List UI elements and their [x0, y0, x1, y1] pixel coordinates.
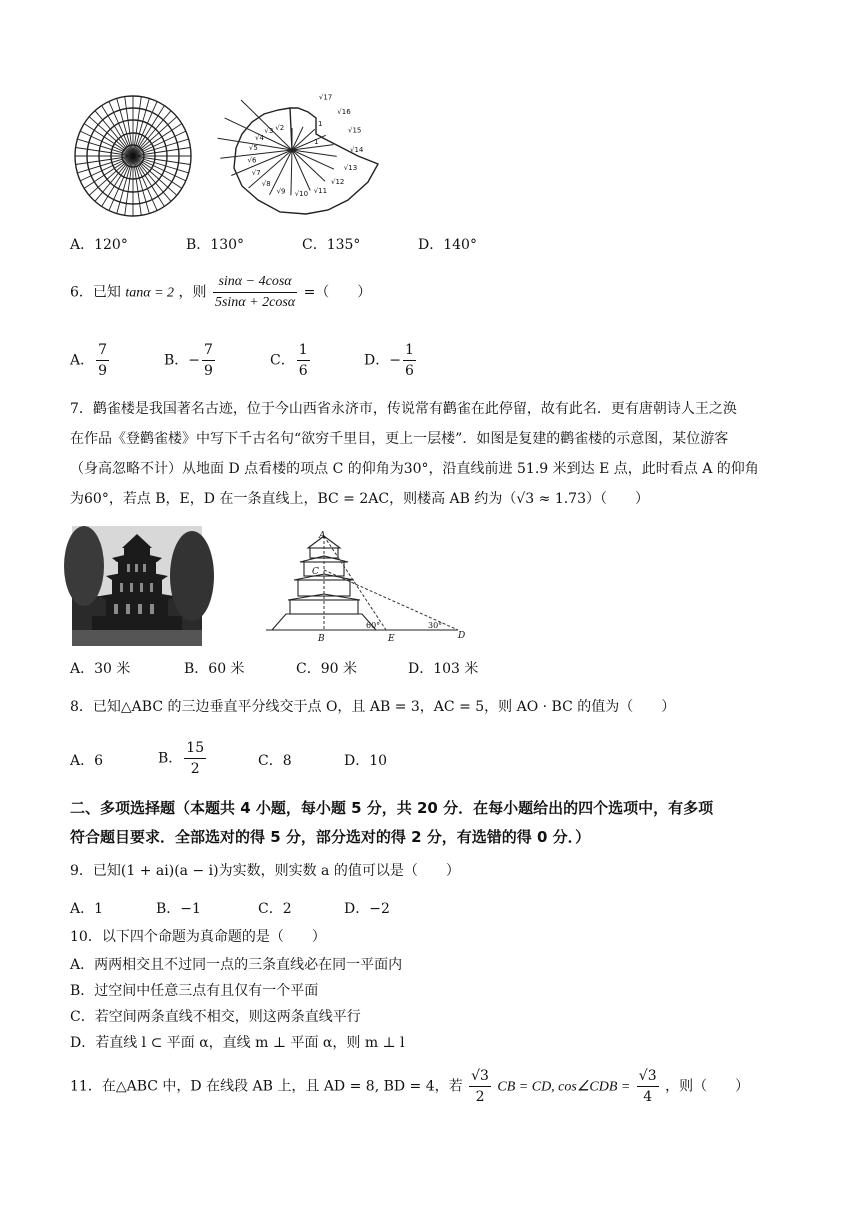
shell-ray [77, 139, 133, 156]
section-2-heading-line-2: 符合题目要求．全部选对的得 5 分，部分选对的得 2 分，有选错的得 0 分．） [70, 828, 591, 846]
shell-ray [133, 139, 189, 156]
q11-fraction-1-num: √3 [469, 1066, 491, 1087]
q6-option-d[interactable] [364, 340, 418, 381]
diagram-label-e: E [388, 634, 395, 644]
q5-option-b[interactable]: B．130° [186, 237, 245, 253]
spiral-label: √16 [337, 108, 351, 116]
spiral-label: √9 [276, 187, 286, 196]
q6-option-d-sign: − [389, 352, 401, 369]
diagram-angle-60: 60° [366, 621, 381, 630]
q8-option-d[interactable]: D．10 [344, 753, 388, 769]
q6-option-d-num: 1 [403, 340, 416, 361]
q6-option-d-den: 6 [404, 363, 414, 379]
q7-line-4: 为60°，若点 B，E，D 在一条直线上，BC = 2AC，则楼高 AB 约为（√3 ≈ 1.73）（ ） [70, 491, 649, 507]
spiral-label: √2 [275, 123, 285, 132]
diagram-label-b: B [318, 634, 325, 644]
spiral-label: √15 [348, 126, 362, 135]
diagram-label-a: A [319, 531, 326, 541]
q6-option-c-num: 1 [297, 340, 310, 361]
q11-fraction-2-num: √3 [637, 1066, 659, 1087]
spiral-ray [291, 150, 292, 195]
q6-stem-mid: ，则 [178, 284, 207, 301]
q6-option-b[interactable] [164, 340, 217, 381]
shell-ray [133, 156, 189, 173]
spiral-label: √3 [264, 127, 274, 136]
q6-option-c-den: 6 [298, 363, 308, 379]
q11-fraction-2-den: 4 [643, 1089, 653, 1105]
spiral-label: √12 [331, 178, 345, 187]
q6-option-a-num: 7 [96, 340, 109, 361]
diagram-angle-30: 30° [428, 621, 443, 630]
q6-stem [70, 272, 371, 313]
q8-option-b-label: B． [158, 750, 183, 767]
q6-condition: tanα = 2 [125, 285, 175, 301]
q7-option-d[interactable]: D．103 米 [408, 661, 479, 677]
q7-option-c[interactable]: C．90 米 [296, 661, 357, 677]
q11-stem [70, 1066, 749, 1107]
q8-option-b[interactable] [158, 738, 208, 779]
spiral-label: √11 [313, 187, 328, 196]
shell-ray [77, 156, 133, 173]
q6-option-c[interactable] [270, 340, 312, 381]
q6-fraction-numerator: sinα − 4cosα [213, 272, 297, 293]
q6-fraction-denominator: 5sinα + 2cosα [214, 295, 296, 310]
q11-fraction-1-den: 2 [475, 1089, 485, 1105]
q6-fraction [213, 272, 297, 313]
q9-option-c[interactable]: C．2 [258, 901, 292, 917]
spiral-label: √5 [248, 144, 258, 153]
q6-option-b-label: B． [164, 352, 189, 369]
spiral-label: √14 [350, 145, 364, 154]
q11-stem-post: ，则（ ） [665, 1078, 750, 1095]
q10-option-b[interactable]: B．过空间中任意三点有且仅有一个平面 [70, 983, 319, 999]
spiral-unit-label: 1 [314, 138, 319, 146]
q11-fraction-1 [469, 1066, 491, 1107]
q9-option-b[interactable]: B．−1 [156, 901, 201, 917]
tower-geometry-diagram [262, 526, 482, 646]
spiral-unit-label: 1 [318, 120, 323, 128]
q8-stem: 8．已知△ABC 的三边垂直平分线交于点 O，且 AB = 3，AC = 5，则 AO · BC 的值为（ ） [70, 699, 676, 715]
q6-option-b-den: 9 [204, 363, 213, 379]
q7-line-3: （身高忽略不计）从地面 D 点看楼的项点 C 的仰角为30°，沿直线前进 51.9 米到达 E 点，此时看点 A 的仰角 [70, 461, 759, 477]
spiral-label: √4 [255, 134, 264, 143]
q5-option-c[interactable]: C．135° [302, 237, 361, 253]
diagram-label-d: D [458, 631, 466, 641]
q10-option-a[interactable]: A．两两相交且不过同一点的三条直线必在同一平面内 [70, 957, 403, 973]
q6-option-b-num: 7 [202, 340, 215, 361]
spiral-ray [292, 150, 325, 181]
q7-line-1: 7．鹳雀楼是我国著名古迹，位于今山西省永济市，传说常有鹳雀在此停留，故有此名．更有唐朝诗人王之涣 [70, 401, 737, 417]
spiral-ray [292, 127, 303, 150]
spiral-label: √6 [247, 156, 257, 165]
shell-ray [117, 98, 133, 156]
q5-option-d[interactable]: D．140° [418, 237, 477, 253]
q9-stem: 9．已知(1 + ai)(a − i)为实数，则实数 a 的值可以是（ ） [70, 863, 460, 879]
spiral-label: √13 [343, 163, 358, 172]
spiral-label: √17 [318, 93, 333, 102]
q6-option-d-label: D． [364, 352, 390, 369]
q5-option-a[interactable]: A．120° [70, 237, 128, 253]
shell-ray [117, 156, 133, 214]
q10-option-d[interactable]: D．若直线 l ⊂ 平面 α，直线 m ⊥ 平面 α，则 m ⊥ l [70, 1035, 405, 1051]
section-2-heading-line-1: 二、多项选择题（本题共 4 小题，每小题 5 分，共 20 分．在每小题给出的四个选项中，有多项 [70, 799, 714, 817]
q9-option-d[interactable]: D．−2 [344, 901, 390, 917]
q6-option-c-label: C． [270, 352, 295, 369]
q6-stem-post: =（ ） [303, 284, 372, 301]
diagram-label-c: C [312, 567, 319, 577]
q6-option-a[interactable] [70, 340, 111, 381]
tower-photo [72, 526, 202, 646]
q6-option-b-sign: − [188, 352, 201, 369]
q6-option-a-label: A． [70, 352, 95, 369]
q8-option-c[interactable]: C．8 [258, 753, 292, 769]
q7-option-b[interactable]: B．60 米 [184, 661, 245, 677]
q6-option-a-den: 9 [98, 363, 108, 379]
q8-option-b-den: 2 [190, 761, 200, 777]
q11-stem-pre: 11．在△ABC 中，D 在线段 AB 上，且 AD = 8, BD = 4，若 [70, 1078, 463, 1095]
q7-line-2: 在作品《登鹳雀楼》中写下千古名句“欲穷千里目，更上一层楼”．如图是复建的鹳雀楼的示意图，某位游客 [70, 431, 729, 447]
q6-stem-pre: 6．已知 [70, 284, 121, 301]
q7-option-a[interactable]: A．30 米 [70, 661, 131, 677]
spiral-shell-figure [72, 92, 194, 220]
spiral-label: √7 [251, 168, 261, 177]
spiral-label: √8 [261, 179, 271, 188]
shell-ray [133, 98, 149, 156]
q9-option-a[interactable]: A．1 [70, 901, 104, 917]
q8-option-b-num: 15 [184, 738, 206, 759]
q11-stem-mid: CB = CD, cos∠CDB = [497, 1079, 631, 1095]
spiral-ray [292, 150, 310, 191]
q8-option-a[interactable]: A．6 [70, 753, 104, 769]
q10-stem: 10．以下四个命题为真命题的是（ ） [70, 929, 326, 945]
q10-option-c[interactable]: C．若空间两条直线不相交，则这两条直线平行 [70, 1009, 361, 1025]
spiral-ray [292, 129, 315, 150]
square-root-spiral-figure [228, 93, 378, 220]
spiral-label: √10 [294, 190, 309, 199]
shell-ray [133, 156, 149, 214]
q11-fraction-2 [637, 1066, 659, 1107]
